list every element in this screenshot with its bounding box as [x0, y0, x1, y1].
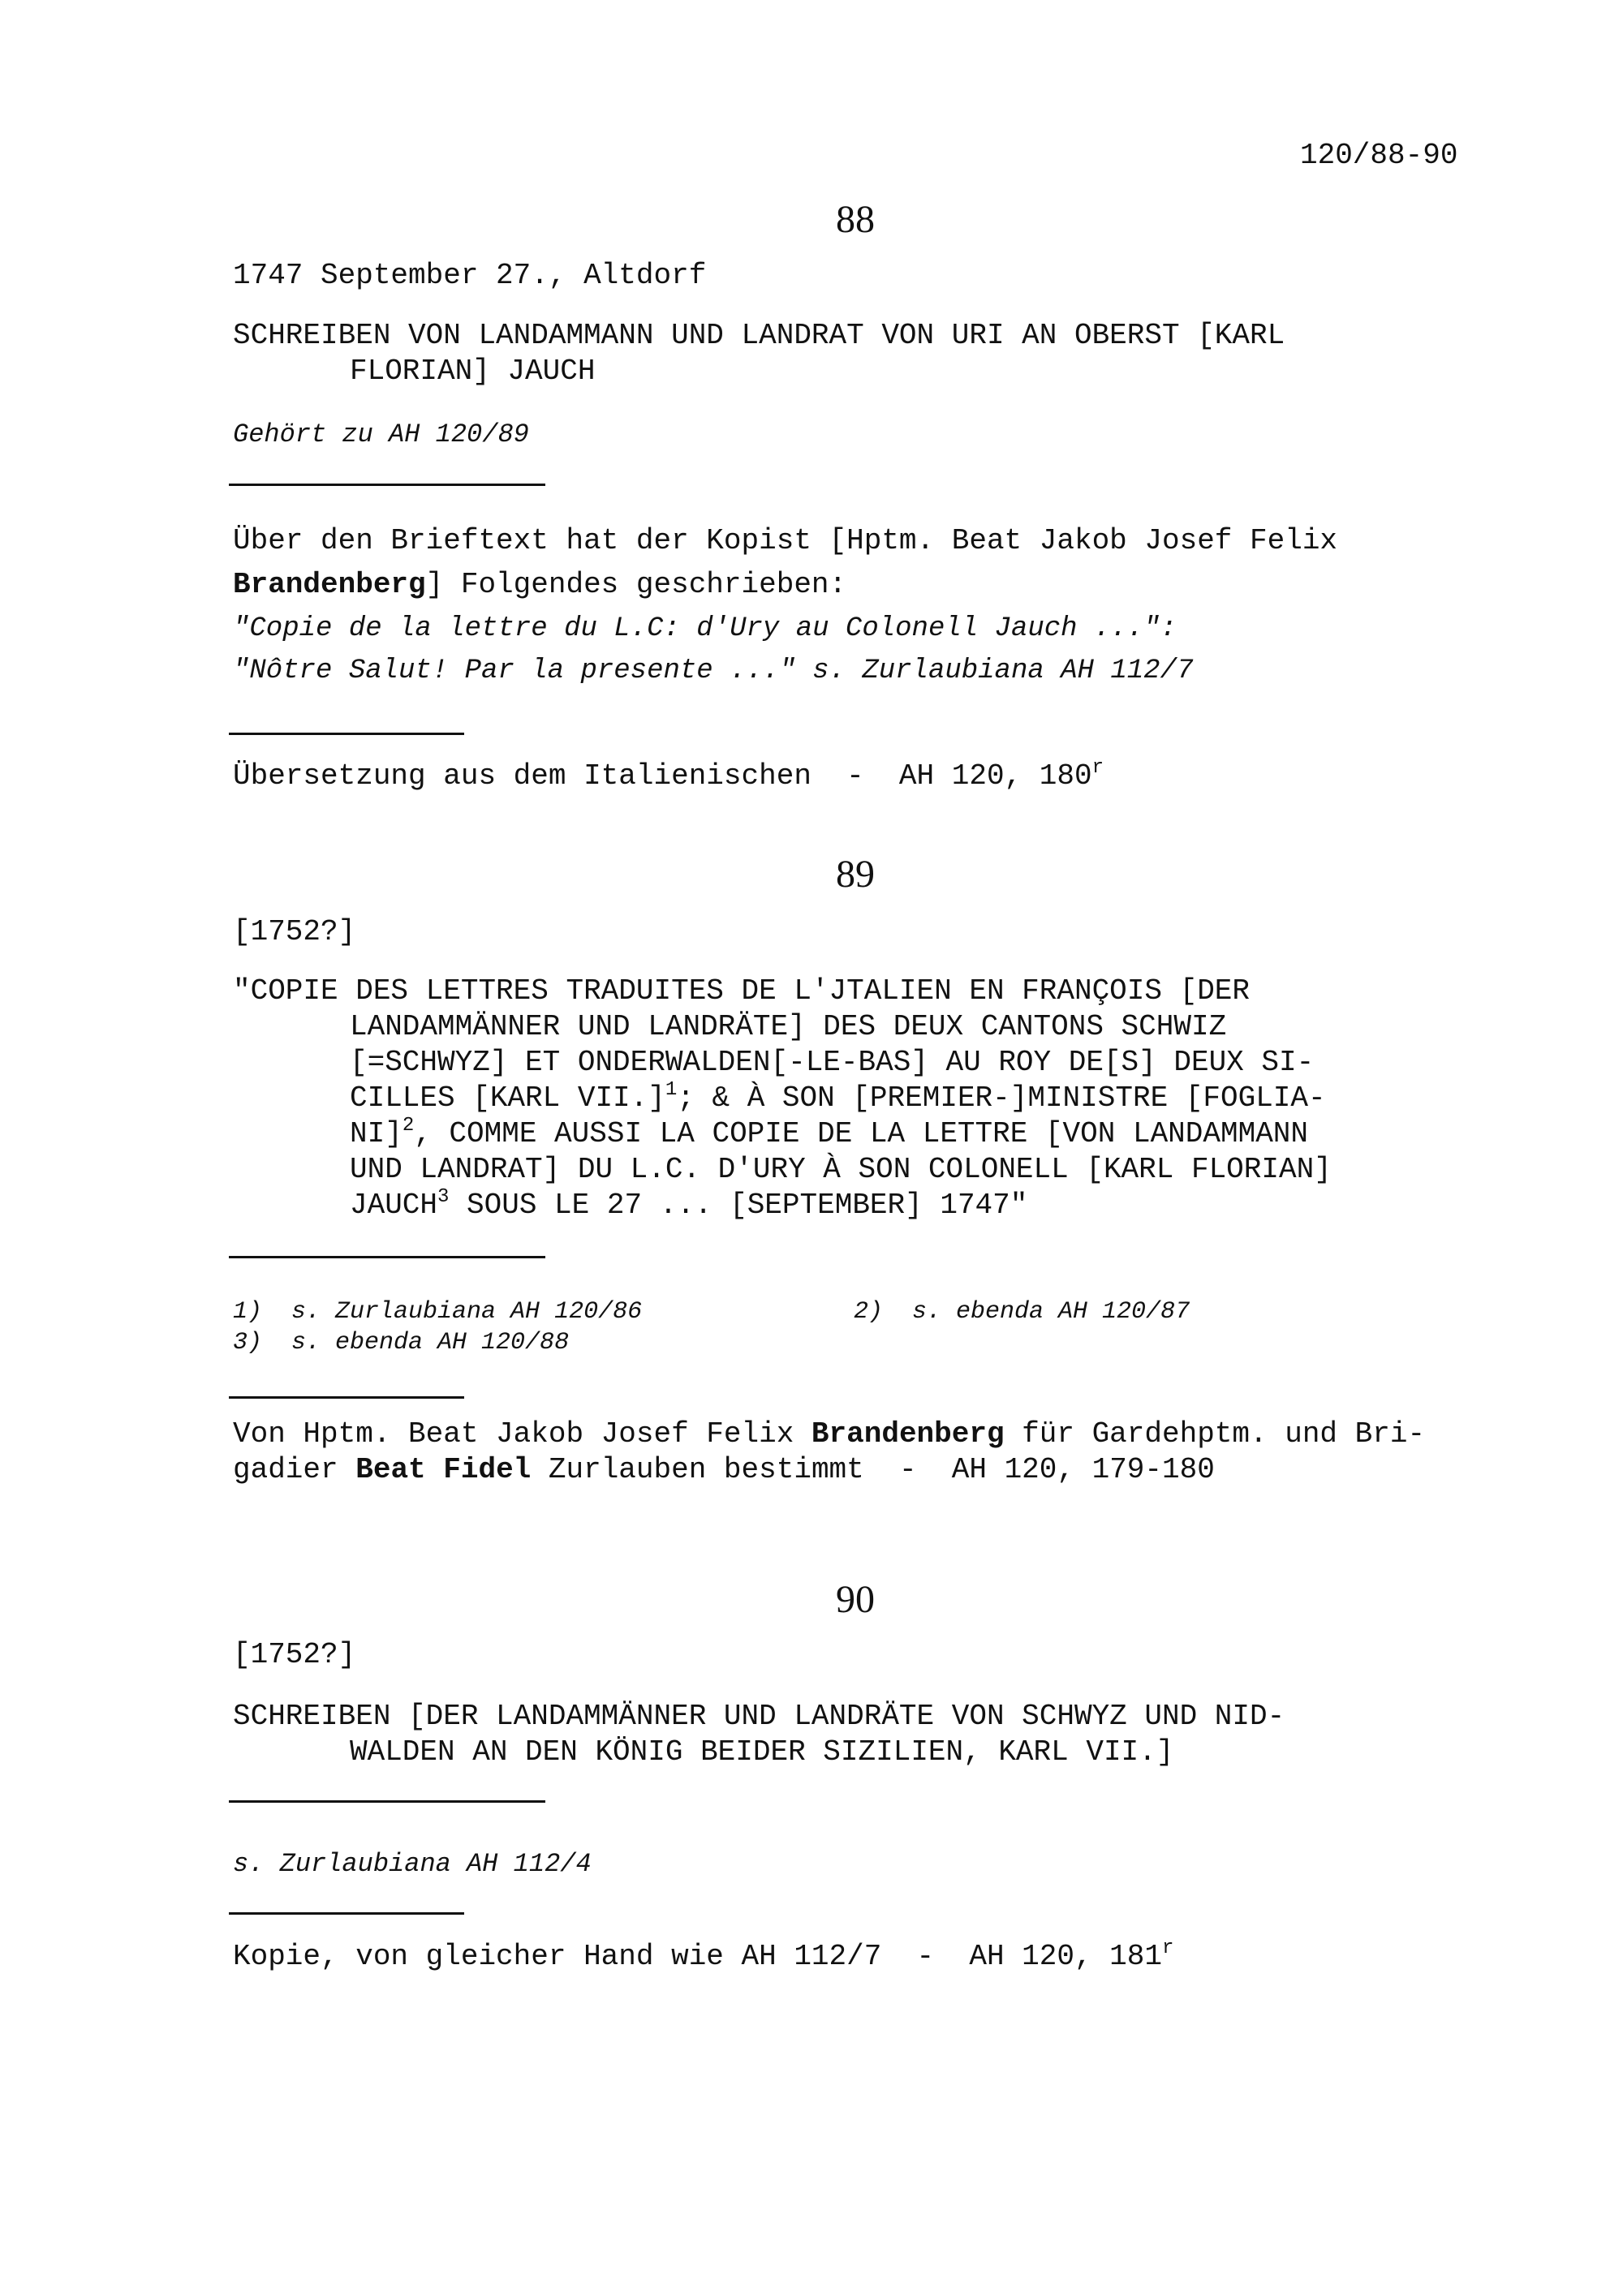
entry-89-title-line-2: LANDAMMÄNNER UND LANDRÄTE] DES DEUX CANTONS SCHWIZ	[350, 1010, 1227, 1043]
entry-number-90: 90	[836, 1578, 875, 1621]
brandenberg-name: Brandenberg	[233, 568, 426, 601]
entry-88-note: Gehört zu AH 120/89	[233, 419, 529, 449]
entry-88-date: 1747 September 27., Altdorf	[233, 259, 707, 292]
entry-88-title-line-1: SCHREIBEN VON LANDAMMANN UND LANDRAT VON URI AN OBERST [KARL	[233, 319, 1285, 352]
entry-89-title-line-6: UND LANDRAT] DU L.C. D'URY À SON COLONELL [KARL FLORIAN]	[350, 1153, 1332, 1186]
entry-89-title-line-5: NI]$^2$, COMME AUSSI LA COPIE DE LA LETTRE [VON LANDAMMANN	[350, 1115, 1308, 1150]
divider	[229, 733, 464, 735]
entry-89-title-line-7: JAUCH$^3$ SOUS LE 27 ... [SEPTEMBER] 1747"	[350, 1186, 1028, 1222]
entry-89-title-line-4: CILLES [KARL VII.]$^1$; & À SON [PREMIER-]MINISTRE [FOGLIA-	[350, 1079, 1326, 1115]
footnote-2: 2) s. ebenda AH 120/87	[854, 1298, 1190, 1326]
page-reference: 120/88-90	[1300, 139, 1458, 172]
footnote-ref-3: 3	[437, 1186, 450, 1208]
entry-88-body-line-2: Brandenberg] Folgendes geschrieben:	[233, 568, 847, 601]
divider	[229, 1256, 545, 1258]
divider	[229, 1912, 464, 1915]
entry-90-note: s. Zurlaubiana AH 112/4	[233, 1849, 592, 1879]
footnote-ref-2: 2	[402, 1115, 415, 1137]
footnote-1: 1) s. Zurlaubiana AH 120/86	[233, 1298, 643, 1326]
entry-88-source: Übersetzung aus dem Italienischen - AH 120, 180$^r$	[233, 757, 1104, 793]
divider	[229, 1396, 464, 1399]
entry-88-quote-2: "Nôtre Salut! Par la presente ..." s. Zurlaubiana AH 112/7	[233, 656, 1194, 686]
footnote-3: 3) s. ebenda AH 120/88	[233, 1329, 570, 1357]
entry-89-source-line-1: Von Hptm. Beat Jakob Josef Felix Brandenberg für Gardehptm. und Bri-	[233, 1417, 1426, 1451]
entry-90-source: Kopie, von gleicher Hand wie AH 112/7 - AH 120, 181$^r$	[233, 1937, 1174, 1973]
entry-89-date: [1752?]	[233, 915, 356, 948]
footnote-ref-1: 1	[665, 1079, 678, 1101]
entry-89-source-line-2: gadier Beat Fidel Zurlauben bestimmt - AH 120, 179-180	[233, 1453, 1215, 1486]
entry-90-date: [1752?]	[233, 1638, 356, 1671]
entry-88-title-line-2: FLORIAN] JAUCH	[350, 355, 596, 388]
entry-90-title-line-2: WALDEN AN DEN KÖNIG BEIDER SIZILIEN, KARL VII.]	[350, 1735, 1174, 1769]
entry-88-body-line-1: Über den Brieftext hat der Kopist [Hptm. Beat Jakob Josef Felix	[233, 524, 1338, 557]
entry-number-88: 88	[836, 198, 875, 241]
entry-90-title-line-1: SCHREIBEN [DER LANDAMMÄNNER UND LANDRÄTE VON SCHWYZ UND NID-	[233, 1700, 1285, 1733]
entry-89-title-line-1: "COPIE DES LETTRES TRADUITES DE L'JTALIEN EN FRANÇOIS [DER	[233, 974, 1251, 1008]
entry-88-quote-1: "Copie de la lettre du L.C: d'Ury au Colonell Jauch ...":	[233, 613, 1177, 644]
entry-number-89: 89	[836, 853, 875, 896]
divider	[229, 1800, 545, 1803]
divider	[229, 484, 545, 486]
entry-89-title-line-3: [=SCHWYZ] ET ONDERWALDEN[-LE-BAS] AU ROY DE[S] DEUX SI-	[350, 1046, 1315, 1079]
